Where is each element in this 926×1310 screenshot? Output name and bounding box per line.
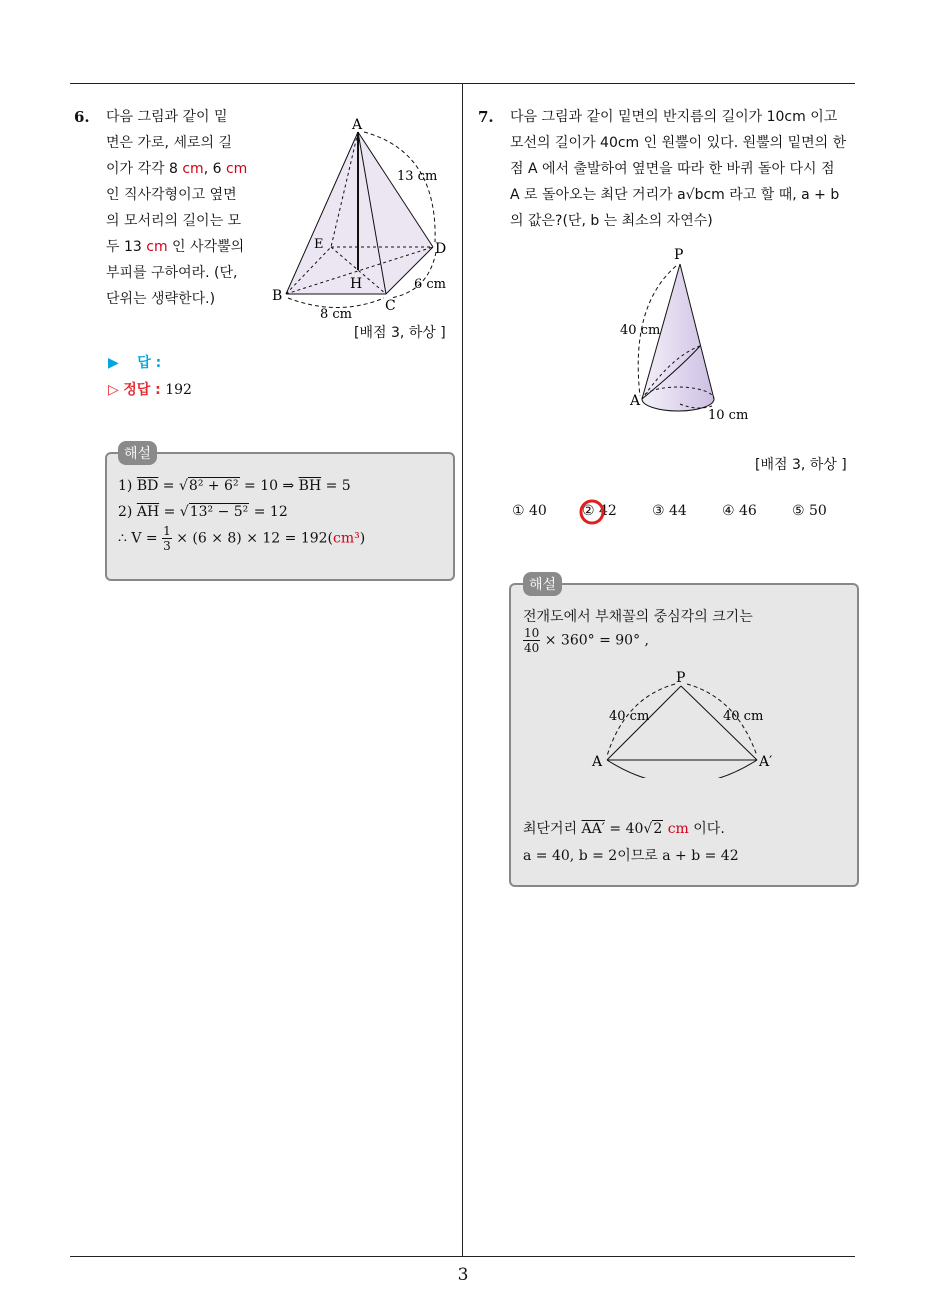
q6-line-2: 면은 가로, 세로의 길 — [106, 135, 232, 151]
cone-figure — [612, 246, 762, 431]
answer-label: 답 : — [137, 355, 162, 371]
correct-arrow-icon: ▷ — [108, 382, 119, 398]
q6-solution-line-2: 2) $\overline{AH} = √13^2 - 5^2 = 12$ — [118, 504, 288, 520]
q6-score: [배점 3, 하상 ] — [354, 325, 446, 341]
q7-solution-line-3: 최단거리 AA′ = 40√2 cm 이다. — [523, 821, 725, 837]
q7-line-5: 의 값은?(단, b 는 최소의 자연수) — [510, 213, 713, 229]
choice-2[interactable]: ② 42 — [582, 503, 617, 519]
q7-score: [배점 3, 하상 ] — [755, 457, 847, 473]
page-number: 3 — [457, 1265, 469, 1285]
q6-line-6: 두 13 cm 인 사각뿔의 — [106, 239, 245, 255]
answer-row — [108, 352, 161, 372]
correct-label: 정답 : — [123, 382, 161, 398]
q7-solution-line-2: $\frac{10}{40}$ × 360° = 90° , — [524, 626, 649, 655]
sector-arc — [607, 760, 757, 778]
pyramid-figure — [268, 112, 458, 324]
label-13cm: 13 cm — [397, 169, 438, 184]
choice-3[interactable]: ③ 44 — [652, 503, 687, 519]
selected-choice-mark — [578, 498, 606, 526]
answer-arrow-icon: ▶ — [108, 355, 119, 371]
sector-label-A: A — [592, 754, 603, 770]
label-P: P — [674, 247, 684, 263]
label-6cm: 6 cm — [414, 277, 447, 292]
q7-line-4: A 로 돌아오는 최단 거리가 a√bcm 라고 할 때, a + b — [510, 187, 840, 203]
label-A-cone: A — [630, 393, 641, 409]
q6-solution-line-1: 1) $\overline{BD} = √8^2 + 6^2 = 10$ ⇒ $\overline{BH} = 5$ — [118, 478, 351, 494]
label-10cm: 10 cm — [708, 408, 749, 423]
q6-line-8: 단위는 생략한다.) — [106, 291, 216, 307]
label-40cm: 40 cm — [620, 323, 661, 338]
column-divider — [462, 83, 463, 1257]
question-7-text — [510, 104, 860, 234]
bottom-rule — [70, 1256, 855, 1257]
label-B: B — [272, 288, 283, 304]
q6-line-5: 의 모서리의 길이는 모 — [106, 213, 242, 229]
question-6-number: 6. — [74, 108, 90, 126]
label-C: C — [385, 298, 396, 314]
label-D: D — [435, 241, 447, 257]
q7-line-3: 점 A 에서 출발하여 옆면을 따라 한 바퀴 돌아 다시 점 — [510, 161, 835, 177]
label-E: E — [314, 237, 324, 252]
label-A: A — [352, 117, 363, 133]
correct-answer-row — [108, 379, 192, 399]
q7-solution-tag: 해설 — [523, 572, 562, 596]
choice-5[interactable]: ⑤ 50 — [792, 503, 827, 519]
choice-4[interactable]: ④ 46 — [722, 503, 757, 519]
q6-line-1: 다음 그림과 같이 밑 — [106, 109, 228, 125]
label-8cm: 8 cm — [320, 307, 353, 322]
q6-solution-tag: 해설 — [118, 441, 157, 465]
q7-line-1: 다음 그림과 같이 밑면의 반지름의 길이가 10cm 이고 — [510, 109, 838, 125]
question-6-text — [106, 104, 266, 312]
question-7-number: 7. — [478, 108, 494, 126]
sector-label-left-40cm: 40 cm — [609, 709, 650, 724]
q7-solution-line-4: a = 40, b = 2이므로 a + b = 42 — [523, 848, 739, 864]
q6-line-4: 인 직사각형이고 옆면 — [106, 187, 237, 203]
q7-line-2: 모선의 길이가 40cm 인 원뿔이 있다. 원뿔의 밑면의 한 — [510, 135, 847, 151]
q6-line-7: 부피를 구하여라. (단, — [106, 265, 238, 281]
choice-1[interactable]: ① 40 — [512, 503, 547, 519]
label-H: H — [350, 276, 363, 292]
sector-label-A-prime: A′ — [759, 754, 773, 770]
correct-value: 192 — [165, 382, 192, 398]
q6-solution-line-3: ∴ V = $\frac{1}{3}$ × (6 × 8) × 12 = 192(cm³) — [118, 524, 366, 553]
q7-solution-line-1: 전개도에서 부채꼴의 중심각의 크기는 — [523, 609, 753, 625]
sector-label-right-40cm: 40 cm — [723, 709, 764, 724]
sector-label-P: P — [676, 670, 686, 686]
q6-line-3: 이가 각각 8 cm, 6 cm — [106, 161, 248, 177]
sector-figure — [585, 668, 785, 778]
